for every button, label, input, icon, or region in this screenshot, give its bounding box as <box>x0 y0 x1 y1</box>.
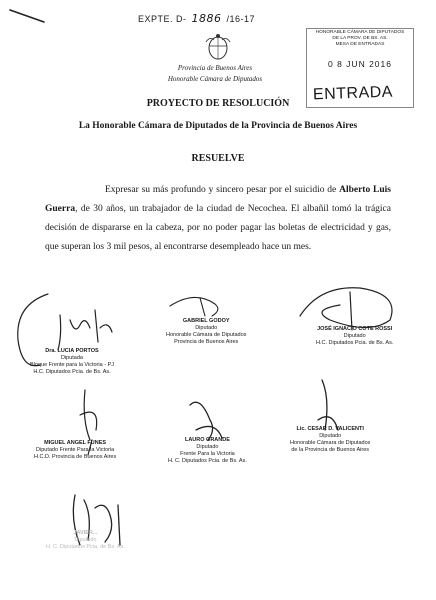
expediente-prefix: EXPTE. D- <box>138 14 187 24</box>
signer-role: Diputado <box>196 444 219 450</box>
signer-affiliation: de la Provincia de Buenos Aires <box>291 447 370 453</box>
signer-affiliation: H. C. Diputados Pcia. de Bs. As. <box>46 544 125 550</box>
signer-affiliation: H.C.D. Provincia de Buenos Aires <box>34 454 117 460</box>
signer-affiliation: Frente Para la Victoria <box>180 451 235 457</box>
signer-affiliation: Honorable Cámara de Diputados <box>290 440 371 446</box>
signature-block-3 <box>316 326 393 347</box>
signer-name: GABRIEL GODOY <box>182 318 230 324</box>
signer-role: Diputado Frente Para la Victoria <box>36 447 115 453</box>
signer-name: MIGUEL ANGEL FUNES <box>44 440 107 446</box>
signer-affiliation: H.C. Diputados Pcia. de Bs. As. <box>316 340 394 346</box>
provincial-crest-icon <box>204 32 232 62</box>
org-province-line: Provincia de Buenos Aires <box>177 64 253 72</box>
signature-block-7 <box>46 530 125 551</box>
signer-role: Diputado <box>195 325 218 331</box>
body-text-after: , de 30 años, un trabajador de la ciudad de Necochea. El albañil tomó la trágica decisión de dispararse en la cabeza, por no poder pagar las boletas de electricidad y gas, que superan los 3 mil pesos, al encontrarse desempleado hace un mes. <box>45 204 391 252</box>
resolve-heading: RESUELVE <box>191 153 245 164</box>
signer-role: Diputado <box>343 333 366 339</box>
expediente-number <box>138 12 255 25</box>
signer-affiliation: H.C. Diputados Pcia. de Bs. As. <box>33 369 111 375</box>
signer-name: JAVIER... <box>73 530 98 536</box>
chamber-heading: La Honorable Cámara de Diputados de la Provincia de Buenos Aires <box>78 121 358 131</box>
body-text-before: Expresar su más profundo y sincero pesar por el suicidio de <box>105 185 340 195</box>
signer-name: Dra. LUCIA PORTOS <box>45 348 99 354</box>
signer-name: Lic. CESAR D. VALICENTI <box>296 426 364 432</box>
signature-block-6 <box>290 426 370 454</box>
expediente-handwritten-number: 1886 <box>191 12 222 25</box>
stamp-line-3: MESA DE ENTRADAS <box>335 42 385 47</box>
stamp-entry-label: ENTRADA <box>312 83 394 104</box>
signature-block-1 <box>30 348 114 376</box>
stamp-line-1: HONORABLE CÁMARA DE DIPUTADOS <box>315 30 405 35</box>
signer-name: JOSÉ IGNACIO COTE ROSSI <box>317 326 393 332</box>
stamp-date: 0 8 JUN 2016 <box>328 59 392 69</box>
signer-role: Diputada <box>60 355 83 361</box>
signer-affiliation: Bloque Frente para la Victoria - PJ <box>30 362 114 368</box>
signer-role: Diputado <box>74 537 97 543</box>
org-chamber-line: Honorable Cámara de Diputados <box>167 75 263 83</box>
document-title: PROYECTO DE RESOLUCIÓN <box>146 98 290 109</box>
signer-affiliation: Provincia de Buenos Aires <box>174 339 239 345</box>
corner-pen-mark <box>8 6 48 26</box>
reception-stamp <box>306 28 414 108</box>
body-person-name: Alberto Luis Guerra <box>45 185 391 214</box>
stamp-line-2: DE LA PROV. DE BS. AS. <box>332 36 388 41</box>
expediente-suffix: /16-17 <box>226 14 256 24</box>
signature-block-5 <box>168 437 247 465</box>
signer-name: LAURO GRANDE <box>184 437 230 443</box>
signer-affiliation: H. C. Diputados Pcia. de Bs. As. <box>168 458 247 464</box>
resolution-body <box>45 181 391 257</box>
signer-role: Diputado <box>319 433 342 439</box>
signer-affiliation: Honorable Cámara de Diputados <box>166 332 247 338</box>
signature-block-4 <box>34 440 116 461</box>
signature-block-2 <box>166 318 246 346</box>
